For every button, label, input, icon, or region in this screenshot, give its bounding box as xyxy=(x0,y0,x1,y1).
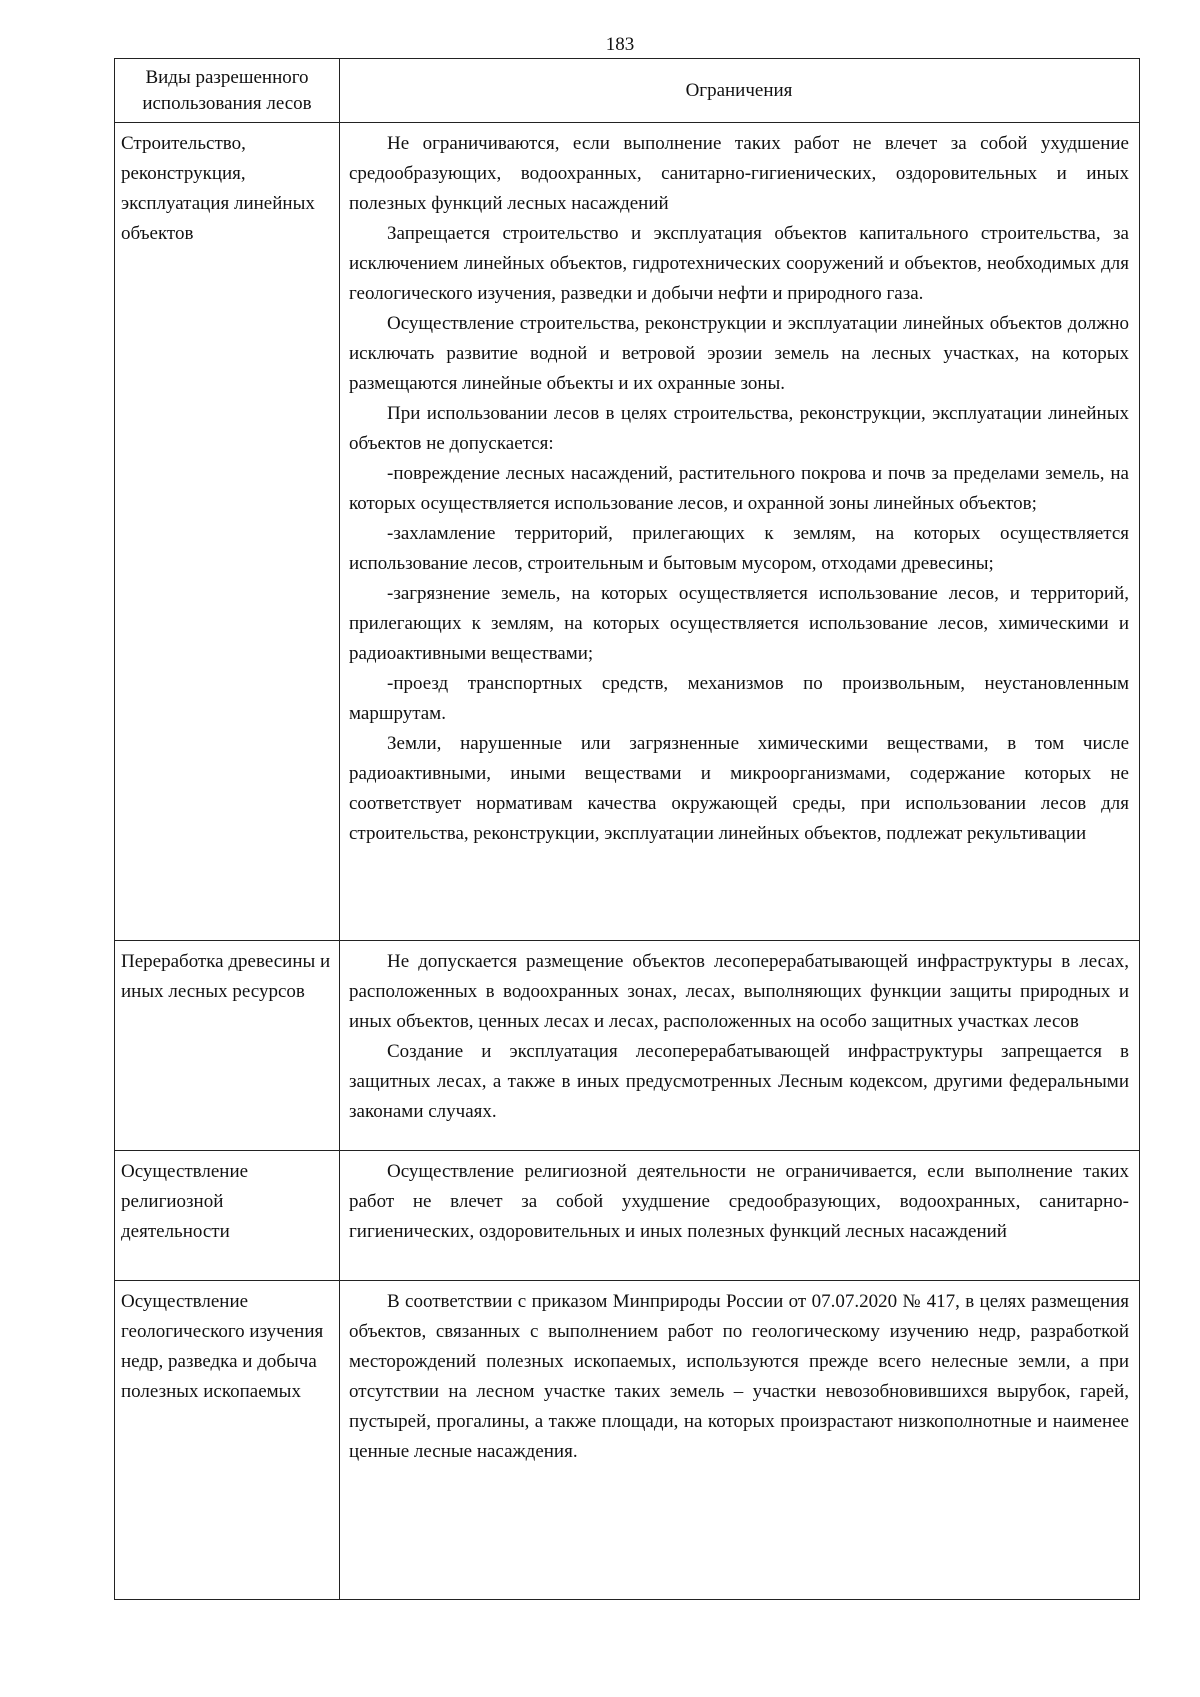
table-row xyxy=(115,941,1139,1151)
usage-type-cell: Осуществление геологического изучения недр, разведка и добыча полезных ископаемых xyxy=(121,1291,324,1402)
restriction-paragraph: -повреждение лесных насаждений, растительного покрова и почв за пределами земель, на которых осуществляется использование лесов, и охранной зоны линейных объектов; xyxy=(349,463,1129,514)
restriction-paragraph: -загрязнение земель, на которых осуществляется использование лесов, и территорий, прилегающих к землям, на которых осуществляется использование лесов, химическими и радиоактивными веществами; xyxy=(349,583,1129,664)
usage-type-cell: Осуществление религиозной деятельности xyxy=(121,1161,249,1242)
restriction-paragraph: В соответствии с приказом Минприроды России от 07.07.2020 № 417, в целях размещения объектов, связанных с выполнением работ по геологическому изучению недр, разработкой месторождений полезных ископаемых, используются прежде всего нелесные земли, а при отсутствии на лесном участке таких земель – участки невозобновившихся вырубок, гарей, пустырей, прогалины, а также площади, на которых произрастают низкополнотные и наименее ценные лесные насаждения. xyxy=(349,1291,1129,1462)
header-restrictions: Ограничения xyxy=(685,79,793,101)
table-row xyxy=(115,1151,1139,1281)
restrictions-cell xyxy=(339,941,1139,1127)
table-header-row xyxy=(115,59,1139,123)
restrictions-cell xyxy=(339,1281,1139,1467)
table-row xyxy=(115,1281,1139,1599)
restrictions-table xyxy=(114,58,1140,1600)
usage-type-cell: Строительство, реконструкция, эксплуатация линейных объектов xyxy=(121,133,315,244)
restriction-paragraph: Не допускается размещение объектов лесоперерабатывающей инфраструктуры в лесах, расположенных в водоохранных зонах, лесах, выполняющих функции защиты природных и иных объектов, ценных лесах и лесах, расположенных на особо защитных участках лесов xyxy=(349,951,1129,1032)
restriction-paragraph: -проезд транспортных средств, механизмов по произвольным, неустановленным маршрутам. xyxy=(349,673,1129,724)
restriction-paragraph: При использовании лесов в целях строительства, реконструкции, эксплуатации линейных объектов не допускается: xyxy=(349,403,1129,454)
restriction-paragraph: -захламление территорий, прилегающих к землям, на которых осуществляется использование лесов, строительным и бытовым мусором, отходами древесины; xyxy=(349,523,1129,574)
restriction-paragraph: Не ограничиваются, если выполнение таких работ не влечет за собой ухудшение средообразующих, водоохранных, санитарно-гигиенических, оздоровительных и иных полезных функций лесных насаждений xyxy=(349,133,1129,214)
header-usage-type: Виды разрешенного использования лесов xyxy=(142,66,312,114)
restriction-paragraph: Осуществление строительства, реконструкции и эксплуатации линейных объектов должно исключать развитие водной и ветровой эрозии земель на лесных участках, на которых размещаются линейные объекты и их охранные зоны. xyxy=(349,313,1129,394)
table-row xyxy=(115,123,1139,941)
usage-type-cell: Переработка древесины и иных лесных ресурсов xyxy=(121,951,331,1002)
restriction-paragraph: Земли, нарушенные или загрязненные химическими веществами, в том числе радиоактивными, иными веществами и микроорганизмами, содержание которых не соответствует нормативам качества окружающей среды, при использовании лесов для строительства, реконструкции, эксплуатации линейных объектов, подлежат рекультивации xyxy=(349,733,1129,844)
restrictions-cell xyxy=(339,1151,1139,1247)
restriction-paragraph: Создание и эксплуатация лесоперерабатывающей инфраструктуры запрещается в защитных лесах, а также в иных предусмотренных Лесным кодексом, другими федеральными законами случаях. xyxy=(349,1041,1129,1122)
page-number: 183 xyxy=(605,34,635,55)
restriction-paragraph: Запрещается строительство и эксплуатация объектов капитального строительства, за исключением линейных объектов, гидротехнических сооружений и объектов, необходимых для геологического изучения, разведки и добычи нефти и природного газа. xyxy=(349,223,1129,304)
restriction-paragraph: Осуществление религиозной деятельности не ограничивается, если выполнение таких работ не влечет за собой ухудшение средообразующих, водоохранных, санитарно-гигиенических, оздоровительных и иных полезных функций лесных насаждений xyxy=(349,1161,1129,1242)
restrictions-cell xyxy=(339,123,1139,849)
